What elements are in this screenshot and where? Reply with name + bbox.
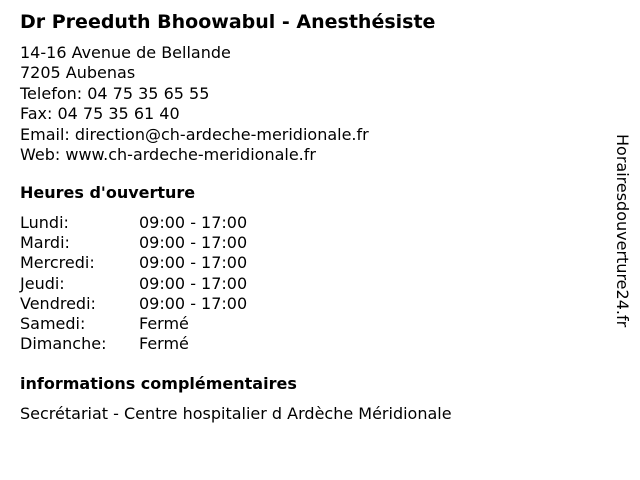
opening-hours-heading: Heures d'ouverture <box>20 183 196 202</box>
additional-info-text: Secrétariat - Centre hospitalier d Ardèche Méridionale <box>20 404 452 423</box>
site-brand-vertical: Horairesdouverture24.fr <box>613 134 632 328</box>
day-label: Mardi: <box>20 233 70 253</box>
day-label: Dimanche: <box>20 334 107 354</box>
contact-block <box>20 43 369 165</box>
day-label: Vendredi: <box>20 293 96 313</box>
time-value: 09:00 - 17:00 <box>139 273 248 293</box>
time-value: 09:00 - 17:00 <box>139 213 248 232</box>
time-value: Fermé <box>139 313 189 333</box>
day-label: Jeudi: <box>20 273 65 293</box>
time-value: 09:00 - 17:00 <box>139 233 248 253</box>
phone-line: Telefon: 04 75 35 65 55 <box>20 83 210 103</box>
page-title: Dr Preeduth Bhoowabul - Anesthésiste <box>20 11 436 33</box>
additional-info-heading: informations complémentaires <box>20 374 297 393</box>
day-label: Mercredi: <box>20 253 95 273</box>
day-label: Lundi: <box>20 213 69 232</box>
address-city: 7205 Aubenas <box>20 63 136 83</box>
address-street: 14-16 Avenue de Bellande <box>20 43 231 62</box>
web-line: Web: www.ch-ardeche-meridionale.fr <box>20 144 316 164</box>
time-value: Fermé <box>139 334 189 354</box>
time-value: 09:00 - 17:00 <box>139 293 248 313</box>
email-line: Email: direction@ch-ardeche-meridionale.fr <box>20 124 369 144</box>
day-label: Samedi: <box>20 313 86 333</box>
fax-line: Fax: 04 75 35 61 40 <box>20 104 180 124</box>
time-value: 09:00 - 17:00 <box>139 253 248 273</box>
